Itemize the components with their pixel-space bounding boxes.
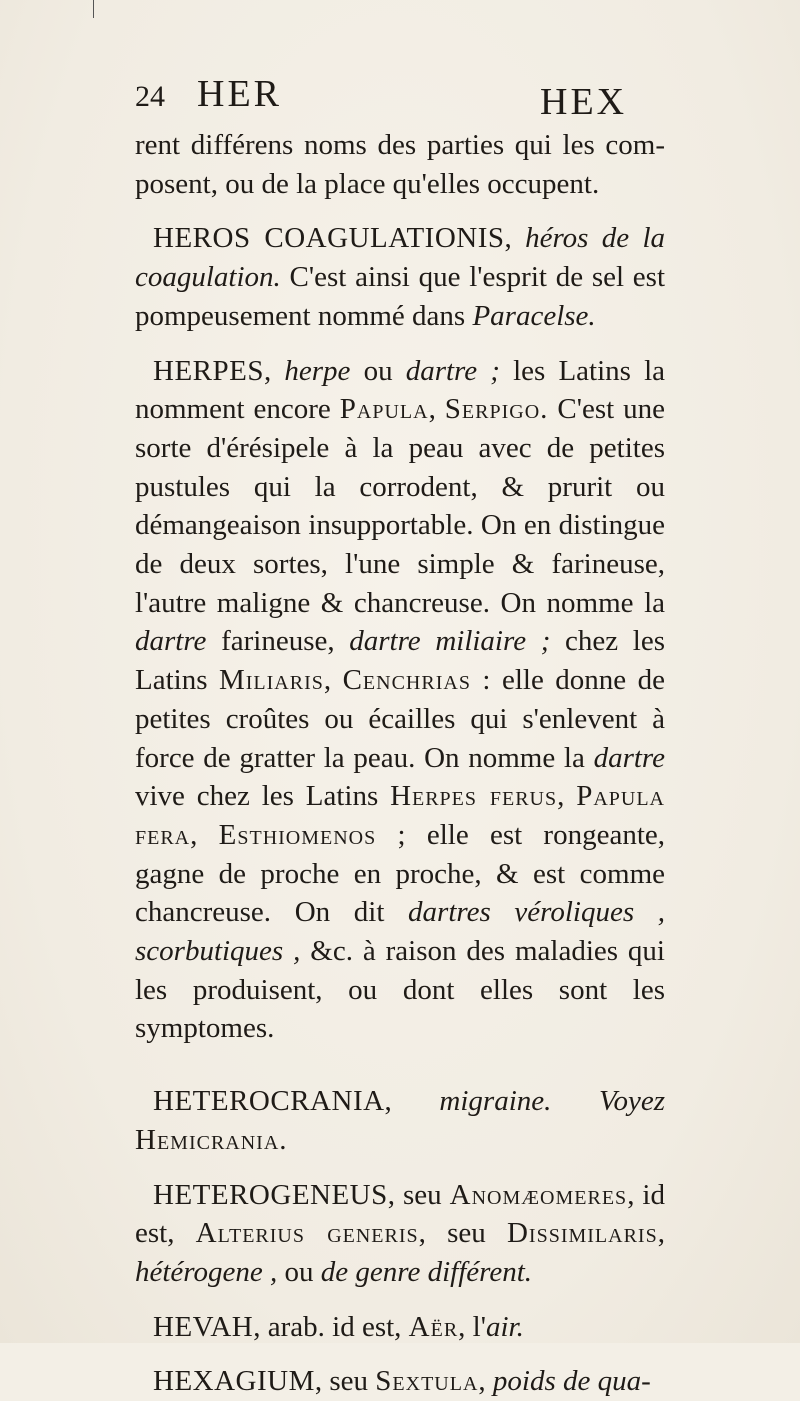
- entry-text: farineuse,: [206, 625, 350, 658]
- entry-text: ,: [478, 1365, 493, 1398]
- italic-text: dartre miliaire ;: [349, 625, 551, 658]
- margin-ink-mark: [93, 0, 94, 18]
- italic-text: dartre: [135, 625, 207, 658]
- entry-hexagium: [135, 1362, 665, 1401]
- entry-herpes: [135, 352, 665, 1049]
- small-caps-text: Esthiomenos: [218, 818, 377, 851]
- entry-text: : elle donne de petites croûtes ou écailles qui s'enlevent à force de gratter la peau. On nomme la: [135, 664, 665, 774]
- entry-text: ou: [350, 354, 406, 387]
- entry-text: ,: [657, 1217, 665, 1250]
- entry-text: , seu: [387, 1178, 450, 1211]
- italic-text: migraine. Voyez: [439, 1085, 666, 1118]
- italic-text: hétérogene ,: [135, 1255, 278, 1288]
- small-caps-text: Herpes ferus: [390, 780, 558, 813]
- italic-text: herpe: [284, 354, 351, 387]
- entry-text: , id est,: [135, 1178, 665, 1250]
- entry-hevah: [135, 1308, 665, 1347]
- continuation-text: rent différens noms des parties qui les com-posent, ou de la place qu'elles occupent.: [135, 129, 665, 200]
- entry-text: &c. à raison des maladies qui les produisent, ou dont elles sont les symptomes.: [135, 935, 665, 1045]
- italic-text: dartre: [593, 741, 665, 774]
- headword: HETEROCRANIA: [153, 1085, 385, 1118]
- entry-text: les Latins la nomment encore: [135, 354, 666, 426]
- italic-text: poids de qua-: [492, 1365, 651, 1398]
- italic-text: dartre ;: [405, 354, 500, 387]
- headword: HERPES: [153, 354, 264, 387]
- entry-text: chez les Latins: [135, 625, 665, 697]
- small-caps-text: Hemicrania.: [135, 1123, 288, 1156]
- small-caps-text: Serpigo.: [444, 393, 549, 426]
- small-caps-text: Sextula: [375, 1365, 479, 1398]
- entry-text: , seu: [418, 1217, 507, 1250]
- small-caps-text: Alterius generis: [195, 1217, 419, 1250]
- small-caps-text: Aër: [408, 1310, 459, 1343]
- entry-text: ,: [504, 222, 526, 255]
- left-running-head: HER: [197, 73, 282, 115]
- headword: HEVAH: [153, 1310, 254, 1343]
- headword: HETEROGENEUS: [153, 1178, 388, 1211]
- entry-text: C'est ainsi que l'esprit de sel est pompeusement nommé dans: [135, 261, 665, 332]
- small-caps-text: Cenchrias: [342, 664, 471, 697]
- entry-text: C'est une sorte d'érésipele à la peau avec de petites pustules qui la corrodent, & prurit ou démangeaison insupportable. On en distingue de deux sortes, l'une simple & farineuse, l'autre maligne & chancreuse. On nomme la: [135, 393, 665, 619]
- running-header: [135, 72, 655, 122]
- italic-text: air.: [485, 1310, 524, 1343]
- small-caps-text: Anomæomeres: [449, 1178, 628, 1211]
- dictionary-text: [135, 126, 665, 1401]
- entry-heterocrania: [135, 1082, 665, 1159]
- italic-text: de genre différent.: [320, 1255, 533, 1288]
- italic-text: dartres véroliques , scorbutiques ,: [135, 896, 665, 968]
- entry-text: , seu: [314, 1365, 376, 1398]
- page-number: 24: [135, 80, 165, 113]
- headword: HEROS COAGULATIONIS: [153, 222, 505, 255]
- small-caps-text: Dissimilaris: [506, 1217, 658, 1250]
- entry-text: ,: [323, 664, 343, 697]
- italic-text: héros de la coagulation.: [135, 222, 666, 294]
- entry-text: ,: [557, 780, 577, 813]
- right-running-head: HEX: [540, 81, 628, 123]
- entry-text: ,: [384, 1085, 440, 1118]
- continuation-paragraph: [135, 126, 665, 203]
- entry-heterogeneus: [135, 1176, 665, 1292]
- entry-text: ou: [277, 1255, 321, 1288]
- small-caps-text: Papula: [339, 393, 429, 426]
- entry-text: , l': [458, 1310, 486, 1343]
- entry-text: , arab. id est,: [253, 1310, 409, 1343]
- entry-heros: [135, 219, 665, 335]
- italic-text: Paracelse.: [472, 299, 596, 332]
- entry-text: vive chez les Latins: [135, 780, 391, 813]
- entry-text: ; elle est rongeante, gagne de proche en proche, & est comme chancreuse. On dit: [135, 818, 665, 929]
- small-caps-text: Papula fera: [135, 780, 665, 851]
- entry-text: ,: [428, 393, 445, 426]
- small-caps-text: Miliaris: [218, 664, 324, 697]
- entry-text: ,: [190, 818, 219, 851]
- entry-text: ,: [263, 354, 285, 387]
- headword: HEXAGIUM: [153, 1365, 315, 1398]
